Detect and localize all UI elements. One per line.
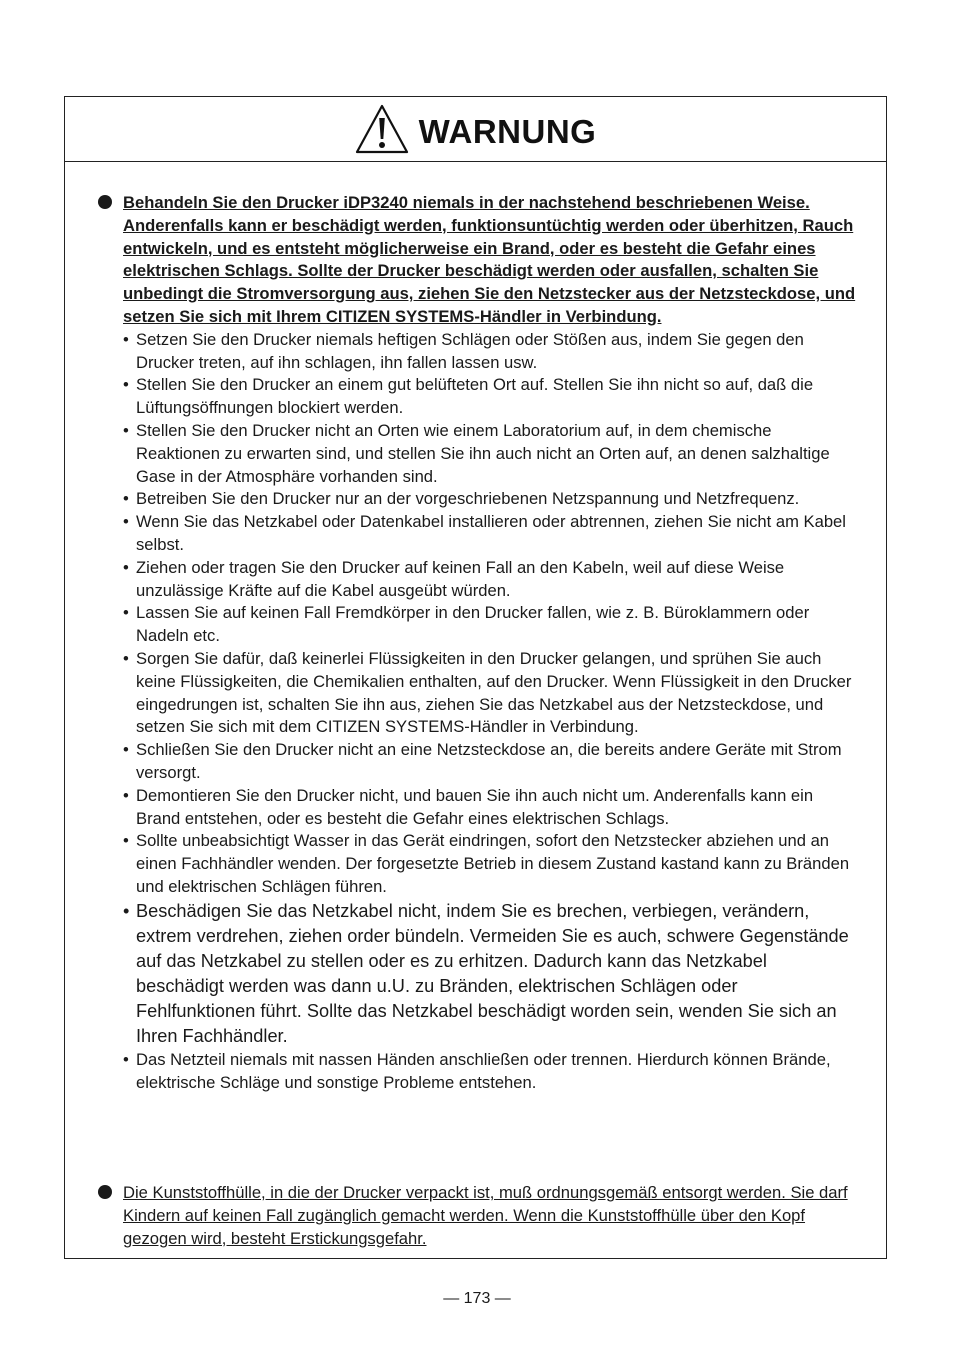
warning-section-main [98, 192, 858, 1094]
warning-item-list [98, 329, 858, 1095]
list-item: • Lassen Sie auf keinen Fall Fremdkörper in den Drucker fallen, wie z. B. Büroklammern oder Nadeln etc. [123, 602, 858, 648]
list-item: • Sollte unbeabsichtigt Wasser in das Gerät eindringen, sofort den Netzstecker abziehen und an einen Fachhändler wenden. Der forgesetzte Betrieb in diesem Zustand kastand kann zu Bränden und elektrischen Schlägen führen. [123, 830, 858, 898]
section-lead-text: Die Kunststoffhülle, in die der Drucker verpackt ist, muß ordnungsgemäß entsorgt werden. Sie darf Kindern auf keinen Fall zugänglich gemacht werden. Wenn die Kunststoffhülle über den Kopf gezogen wird, besteht Erstickungsgefahr. [123, 1183, 848, 1248]
warning-header [65, 97, 886, 162]
warning-triangle-icon [355, 104, 409, 154]
list-item: • Beschädigen Sie das Netzkabel nicht, indem Sie es brechen, verbiegen, verändern, extrem verdrehen, ziehen order bündeln. Vermeiden Sie es auch, schwere Gegenstände auf das Netzkabel zu stellen oder es zu erhitzen. Dadurch kann das Netzkabel beschädigt werden was dann u.U. zu Bränden, elektrischen Schlägen oder Fehlfunktionen führt. Sollte das Netzkabel beschädigt worden sein, wenden Sie sich an Ihren Fachhändler. [123, 899, 858, 1049]
list-item: • Wenn Sie das Netzkabel oder Datenkabel installieren oder abtrennen, ziehen Sie nicht am Kabel selbst. [123, 511, 858, 557]
list-item: • Setzen Sie den Drucker niemals heftigen Schlägen oder Stößen aus, indem Sie gegen den Drucker treten, auf ihn schlagen, ihn fallen lassen usw. [123, 329, 858, 375]
warning-box [64, 96, 887, 1259]
list-item: • Stellen Sie den Drucker nicht an Orten wie einem Laboratorium auf, in dem chemische Reaktionen zu erwarten sind, und stellen Sie ihn auch nicht an Orten auf, an denen salzhaltige Gase in der Atmosphäre vorhanden sind. [123, 420, 858, 488]
list-item: • Das Netzteil niemals mit nassen Händen anschließen oder trennen. Hierdurch können Brände, elektrische Schläge und sonstige Probleme entstehen. [123, 1049, 858, 1095]
list-item: • Stellen Sie den Drucker an einem gut belüfteten Ort auf. Stellen Sie ihn nicht so auf, daß die Lüftungsöffnungen blockiert werden. [123, 374, 858, 420]
list-item: • Schließen Sie den Drucker nicht an eine Netzsteckdose an, die bereits andere Geräte mit Strom versorgt. [123, 739, 858, 785]
section-lead-text: Behandeln Sie den Drucker iDP3240 niemals in der nachstehend beschriebenen Weise. Anderenfalls kann er beschädigt werden, funktionsuntüchtig werden oder überhitzen, Rauch entwickeln, und es entsteht möglicherweise ein Brand, oder es besteht die Gefahr eines elektrischen Schlags. Sollte der Drucker beschädigt werden oder ausfallen, schalten Sie unbedingt die Stromversorgung aus, ziehen Sie den Netzstecker aus der Netzsteckdose, und setzen Sie sich mit Ihrem CITIZEN SYSTEMS-Händler in Verbindung. [123, 193, 856, 326]
section-bullet-dot [98, 1185, 112, 1199]
list-item: • Betreiben Sie den Drucker nur an der vorgeschriebenen Netzspannung und Netzfrequenz. [123, 488, 858, 511]
warning-title: WARNUNG [418, 112, 597, 150]
page-number: — 173 — [443, 1290, 511, 1307]
list-item: • Ziehen oder tragen Sie den Drucker auf keinen Fall an den Kabeln, weil auf diese Weise unzulässige Kräfte auf die Kabel ausgeübt würden. [123, 557, 858, 603]
list-item: • Demontieren Sie den Drucker nicht, und bauen Sie ihn auch nicht um. Anderenfalls kann ein Brand entstehen, oder es besteht die Gefahr eines elektrischen Schlags. [123, 785, 858, 831]
list-item: • Sorgen Sie dafür, daß keinerlei Flüssigkeiten in den Drucker gelangen, und sprühen Sie auch keine Flüssigkeiten, die Chemikalien enthalten, auf den Drucker. Wenn Flüssigkeit in den Drucker eingedrungen ist, schalten Sie ihn aus, ziehen Sie das Netzkabel aus der Netzsteckdose, und setzen Sie sich mit dem CITIZEN SYSTEMS-Händler in Verbindung. [123, 648, 858, 739]
warning-section-packaging [98, 1182, 858, 1250]
section-bullet-dot [98, 195, 112, 209]
